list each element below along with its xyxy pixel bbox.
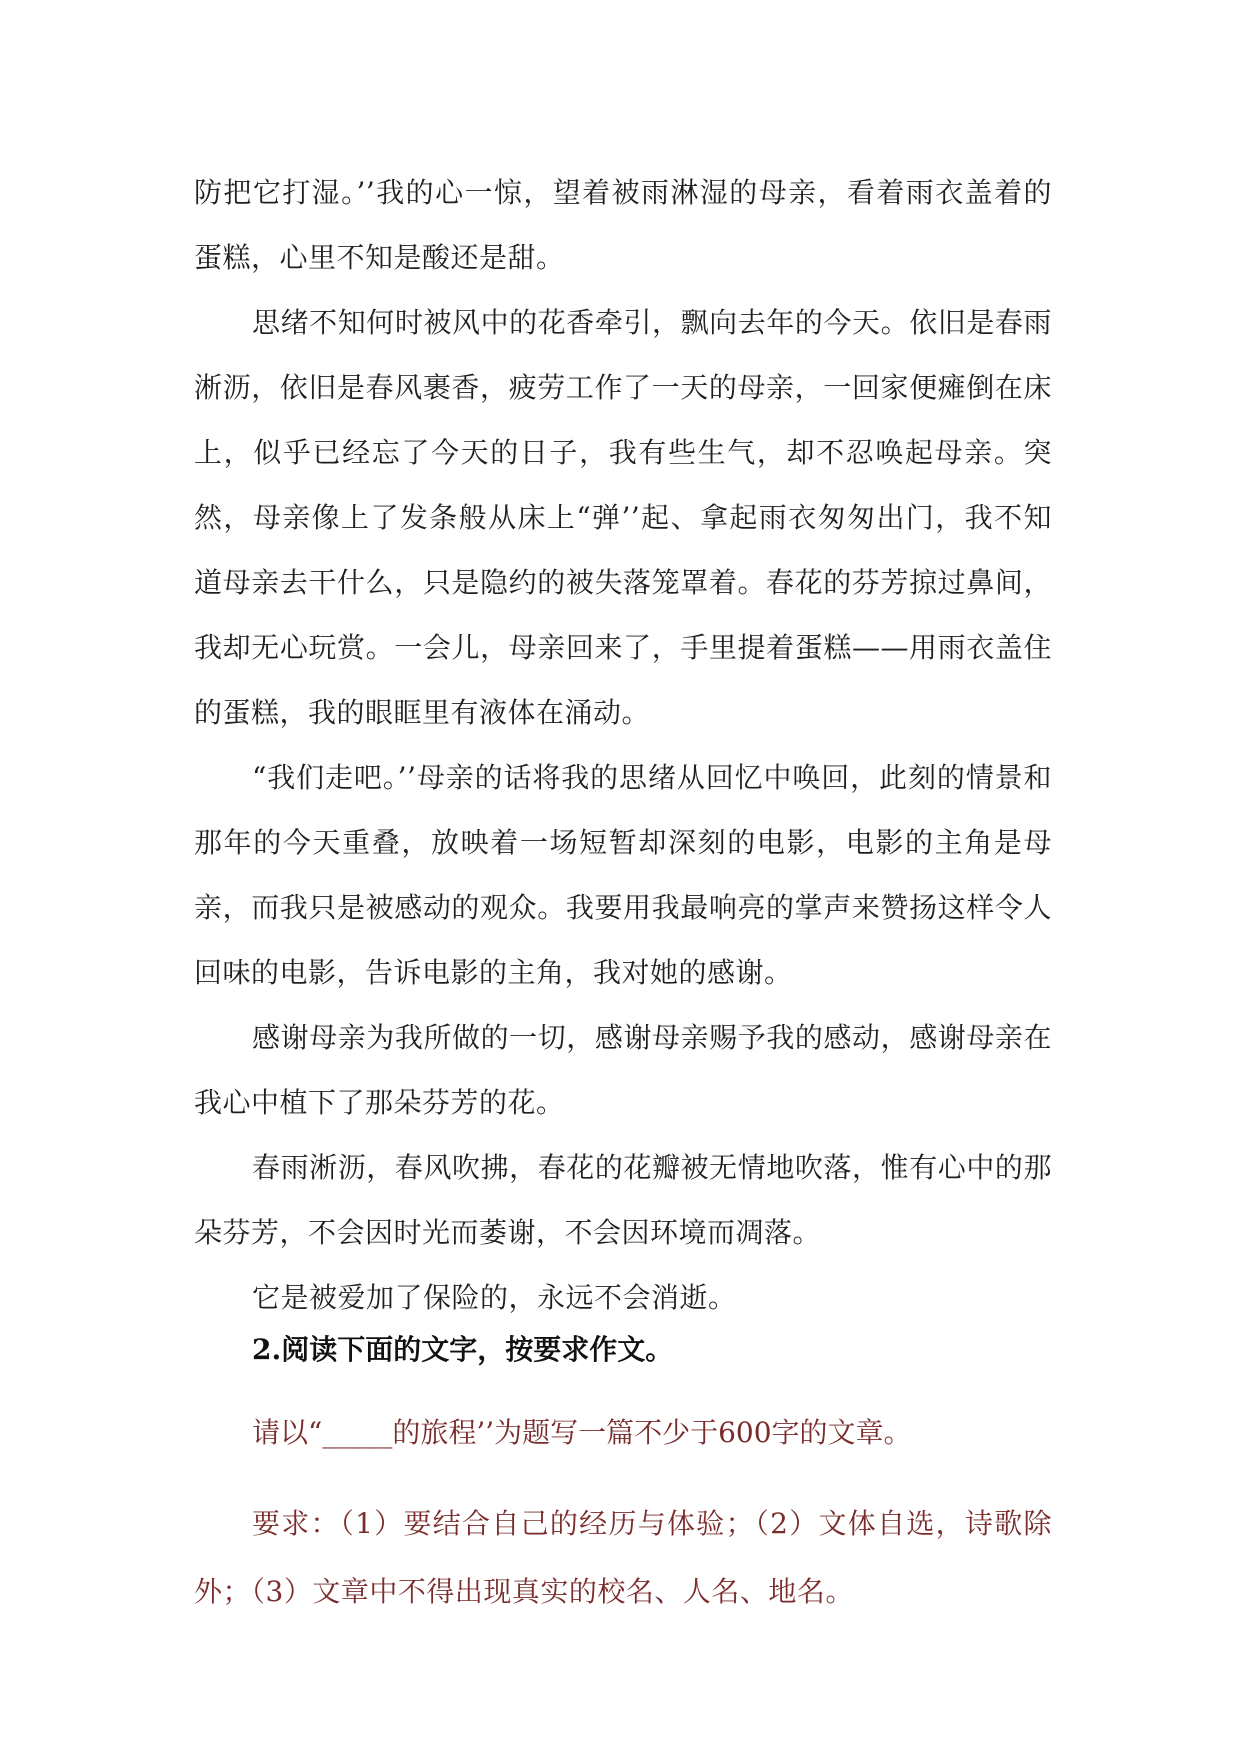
question-title: 2.阅读下面的文字，按要求作文。	[252, 1333, 674, 1366]
paragraph-1: 防把它打湿。’’我的心一惊，望着被雨淋湿的母亲，看着雨衣盖着的蛋糕，心里不知是酸还是甜。	[194, 176, 1052, 274]
paragraph-4: 感谢母亲为我所做的一切，感谢母亲赐予我的感动，感谢母亲在我心中植下了那朵芬芳的花。	[194, 1021, 1052, 1119]
essay-requirements: 要求：（1）要结合自己的经历与体验；（2）文体自选，诗歌除外；（3）文章中不得出现真实的校名、人名、地名。	[194, 1507, 1052, 1608]
essay-prompt: 请以“_____的旅程’’为题写一篇不少于600字的文章。	[252, 1416, 912, 1449]
paragraph-2: 思绪不知何时被风中的花香牵引，飘向去年的今天。依旧是春雨淅沥，依旧是春风裹香，疲劳工作了一天的母亲，一回家便瘫倒在床上，似乎已经忘了今天的日子，我有些生气，却不忍唤起母亲。突然，母亲像上了发条般从床上“弹’’起、拿起雨衣匆匆出门，我不知道母亲去干什么，只是隐约的被失落笼罩着。春花的芬芳掠过鼻间，我却无心玩赏。一会儿，母亲回来了，手里提着蛋糕——用雨衣盖住的蛋糕，我的眼眶里有液体在涌动。	[194, 306, 1052, 729]
paragraph-5: 春雨淅沥，春风吹拂，春花的花瓣被无情地吹落，惟有心中的那朵芬芳，不会因时光而萎谢，不会因环境而凋落。	[194, 1151, 1052, 1249]
paragraph-3: “我们走吧。’’母亲的话将我的思绪从回忆中唤回，此刻的情景和那年的今天重叠，放映着一场短暂却深刻的电影，电影的主角是母亲，而我只是被感动的观众。我要用我最响亮的掌声来赞扬这样令人回味的电影，告诉电影的主角，我对她的感谢。	[194, 761, 1052, 989]
paragraph-6: 它是被爱加了保险的，永远不会消逝。	[252, 1281, 737, 1314]
essay-body	[194, 160, 1052, 1330]
